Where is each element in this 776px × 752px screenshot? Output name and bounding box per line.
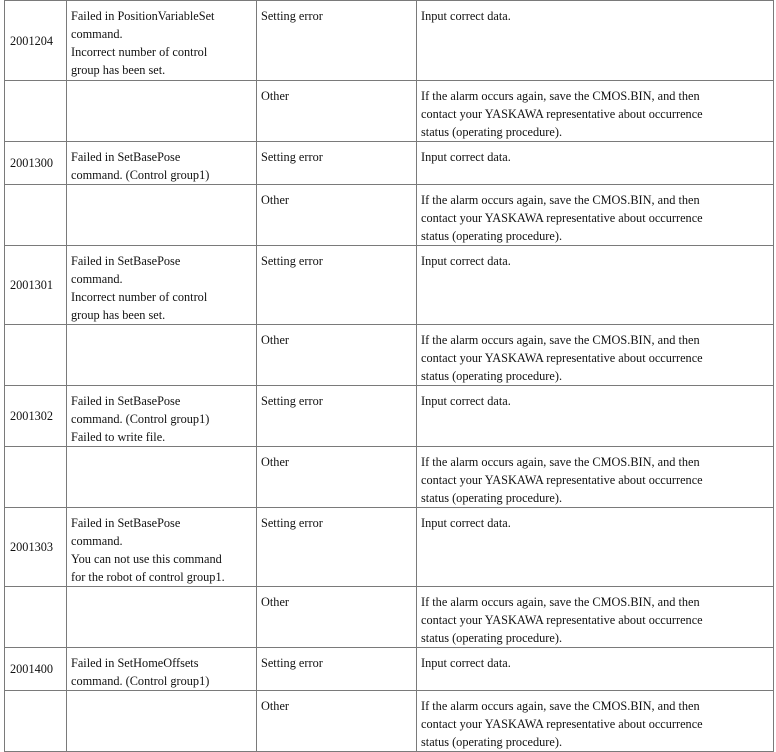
remedy-line: contact your YASKAWA representative about occurrence <box>421 717 703 731</box>
remedy-line: Input correct data. <box>421 656 511 670</box>
description-line: group has been set. <box>71 308 166 322</box>
remedy-line: Input correct data. <box>421 394 511 408</box>
remedy-line: Input correct data. <box>421 254 511 268</box>
alarm-remedy <box>417 508 774 587</box>
alarm-cause: Other <box>257 447 417 508</box>
alarm-description <box>67 1 257 81</box>
description-line: command. <box>71 27 123 41</box>
remedy-line: status (operating procedure). <box>421 125 563 139</box>
alarm-description <box>67 142 257 185</box>
table-row <box>5 1 774 81</box>
description-line: Failed in PositionVariableSet <box>71 9 215 23</box>
remedy-line: If the alarm occurs again, save the CMOS.BIN, and then <box>421 455 700 469</box>
empty-cell <box>5 81 67 142</box>
empty-cell <box>5 691 67 752</box>
table-row <box>5 246 774 325</box>
remedy-line: Input correct data. <box>421 150 511 164</box>
description-line: command. (Control group1) <box>71 674 210 688</box>
table-row <box>5 508 774 587</box>
alarm-remedy <box>417 587 774 648</box>
remedy-line: contact your YASKAWA representative about occurrence <box>421 211 703 225</box>
description-line: Incorrect number of control <box>71 290 208 304</box>
alarm-cause: Setting error <box>257 142 417 185</box>
remedy-line: If the alarm occurs again, save the CMOS.BIN, and then <box>421 595 700 609</box>
alarm-code: 2001300 <box>5 142 67 185</box>
alarm-cause: Other <box>257 185 417 246</box>
remedy-line: status (operating procedure). <box>421 491 563 505</box>
table-row <box>5 648 774 691</box>
alarm-cause: Setting error <box>257 386 417 447</box>
remedy-line: contact your YASKAWA representative about occurrence <box>421 351 703 365</box>
remedy-line: contact your YASKAWA representative about occurrence <box>421 473 703 487</box>
alarm-remedy <box>417 1 774 81</box>
remedy-line: If the alarm occurs again, save the CMOS.BIN, and then <box>421 333 700 347</box>
remedy-line: contact your YASKAWA representative about occurrence <box>421 107 703 121</box>
alarm-code: 2001204 <box>5 1 67 81</box>
description-line: Incorrect number of control <box>71 45 208 59</box>
empty-cell <box>67 81 257 142</box>
remedy-line: Input correct data. <box>421 516 511 530</box>
alarm-cause: Setting error <box>257 508 417 587</box>
alarm-table <box>4 0 774 752</box>
empty-cell <box>5 325 67 386</box>
alarm-remedy <box>417 648 774 691</box>
alarm-remedy <box>417 81 774 142</box>
description-line: You can not use this command <box>71 552 222 566</box>
empty-cell <box>67 325 257 386</box>
alarm-description <box>67 508 257 587</box>
remedy-line: contact your YASKAWA representative about occurrence <box>421 613 703 627</box>
remedy-line: status (operating procedure). <box>421 735 563 749</box>
remedy-line: If the alarm occurs again, save the CMOS.BIN, and then <box>421 89 700 103</box>
description-line: command. (Control group1) <box>71 412 210 426</box>
alarm-remedy <box>417 142 774 185</box>
description-line: Failed in SetHomeOffsets <box>71 656 199 670</box>
table-row <box>5 81 774 142</box>
table-row <box>5 447 774 508</box>
description-line: Failed in SetBasePose <box>71 516 181 530</box>
description-line: Failed to write file. <box>71 430 166 444</box>
empty-cell <box>5 447 67 508</box>
alarm-remedy <box>417 246 774 325</box>
alarm-code: 2001303 <box>5 508 67 587</box>
alarm-code: 2001301 <box>5 246 67 325</box>
remedy-line: If the alarm occurs again, save the CMOS.BIN, and then <box>421 699 700 713</box>
empty-cell <box>67 587 257 648</box>
table-row <box>5 325 774 386</box>
table-row <box>5 587 774 648</box>
remedy-line: status (operating procedure). <box>421 631 563 645</box>
alarm-remedy <box>417 691 774 752</box>
alarm-remedy <box>417 325 774 386</box>
description-line: for the robot of control group1. <box>71 570 225 584</box>
table-row <box>5 691 774 752</box>
empty-cell <box>5 185 67 246</box>
description-line: Failed in SetBasePose <box>71 394 181 408</box>
alarm-code: 2001302 <box>5 386 67 447</box>
alarm-description <box>67 386 257 447</box>
alarm-cause: Setting error <box>257 648 417 691</box>
table-row <box>5 386 774 447</box>
description-line: Failed in SetBasePose <box>71 150 181 164</box>
alarm-cause: Other <box>257 81 417 142</box>
alarm-table-body <box>5 1 774 752</box>
alarm-remedy <box>417 185 774 246</box>
alarm-cause: Setting error <box>257 1 417 81</box>
empty-cell <box>5 587 67 648</box>
alarm-description <box>67 246 257 325</box>
remedy-line: If the alarm occurs again, save the CMOS.BIN, and then <box>421 193 700 207</box>
alarm-cause: Other <box>257 587 417 648</box>
remedy-line: Input correct data. <box>421 9 511 23</box>
alarm-cause: Other <box>257 691 417 752</box>
empty-cell <box>67 447 257 508</box>
empty-cell <box>67 185 257 246</box>
description-line: command. (Control group1) <box>71 168 210 182</box>
alarm-code: 2001400 <box>5 648 67 691</box>
empty-cell <box>67 691 257 752</box>
remedy-line: status (operating procedure). <box>421 229 563 243</box>
description-line: group has been set. <box>71 63 166 77</box>
alarm-description <box>67 648 257 691</box>
remedy-line: status (operating procedure). <box>421 369 563 383</box>
table-row <box>5 142 774 185</box>
description-line: command. <box>71 534 123 548</box>
alarm-remedy <box>417 386 774 447</box>
alarm-cause: Setting error <box>257 246 417 325</box>
table-row <box>5 185 774 246</box>
description-line: command. <box>71 272 123 286</box>
alarm-remedy <box>417 447 774 508</box>
description-line: Failed in SetBasePose <box>71 254 181 268</box>
alarm-cause: Other <box>257 325 417 386</box>
